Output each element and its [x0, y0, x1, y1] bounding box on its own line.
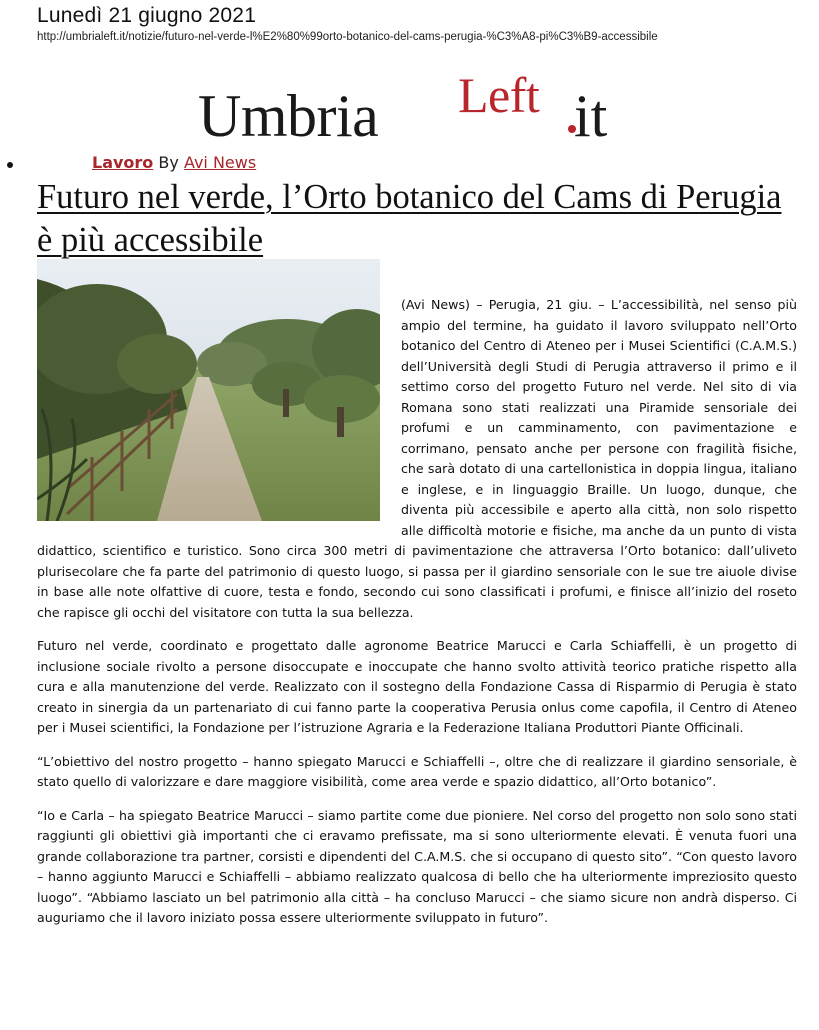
olive-grove-path-photo: [37, 259, 380, 521]
logo-left: Left: [458, 67, 540, 123]
author-link[interactable]: Avi News: [183, 153, 257, 172]
paragraph: “Io e Carla – ha spiegato Beatrice Marucci – siamo partite come due pioniere. Nel corso del progetto non solo sono stati raggiunti gli obiettivi già importanti che ci eravamo prefissate, ma si sono ulteriormente elevati. È venuta fuori una grande collaborazione tra partner, corsisti e dipendenti del C.A.M.S. che si occupano di questo sito”. “Con questo lavoro – hanno aggiunto Marucci e Schiaffelli – abbiamo realizzato qualcosa di bello che ha ulteriormente impreziosito questo luogo”. “Abbiamo lasciato un bel patrimonio alla città – ha concluso Marucci – che siamo sicure non andrà disperso. Ci auguriamo che il lavoro iniziato possa essere ulteriormente sviluppato in futuro”.: [37, 807, 797, 925]
site-logo[interactable]: [198, 67, 638, 152]
photo-graphic: [37, 259, 380, 521]
by-label: By: [158, 153, 179, 172]
logo-umbria: Umbria: [198, 83, 379, 149]
category-link[interactable]: Lavoro: [92, 153, 154, 172]
page-url: http://umbrialeft.it/notizie/futuro-nel-verde-l%E2%80%99orto-botanico-del-cams-perugia-%C3%A8-pi%C3%B9-accessibile: [37, 31, 658, 43]
print-date: Lunedì 21 giugno 2021: [37, 4, 257, 27]
paragraph: (Avi News) – Perugia, 21 giu. – L’accessibilità, nel senso più ampio del termine, ha guidato il lavoro sviluppato nell’Orto botanico del Centro di Ateneo per i Musei Scientifici (C.A.M.S.) dell’Università degli Studi di Perugia attraverso il primo e il settimo corso del progetto Futuro nel verde. Nel sito di via Romana sono stati realizzati una Piramide sensoriale dei profumi e un camminamento, con pavimentazione e corrimano, pensato anche per persone con fragilità fisiche, che sarà dotato di una cartellonistica in doppia lingua, italiano e inglese, e in linguaggio Braille. Un luogo, dunque, che diventa più accessibile e aperto alla città, non solo rispetto alle difficoltà motorie e fisiche, ma anche da un punto di vista didattico, scientifico e turistico. Sono circa 300 metri di pavimentazione che attraversa l’Orto botanico: dall’uliveto plurisecolare che fa parte del patrimonio di questo luogo, si passa per il giardino sensoriale con le sue tre aiuole divise in base alle note olfattive di cuore, testa e fondo, secondo cui sono classificati i profumi, e finisce all’inizio del roseto che rapisce gli occhi del visitatore con tutta la sua bellezza.: [37, 297, 797, 620]
paragraph: “L’obiettivo del nostro progetto – hanno spiegato Marucci e Schiaffelli –, oltre che di realizzare il giardino sensoriale, è stato quello di valorizzare e dare maggiore visibilità, come area verde e spazio didattico, all’Orto botanico”.: [37, 753, 797, 789]
logo-it: it: [574, 83, 608, 149]
list-bullet: [7, 162, 13, 168]
article-title[interactable]: Futuro nel verde, l’Orto botanico del Cams di Perugia è più accessibile: [37, 178, 782, 259]
article-meta: [92, 153, 256, 172]
paragraph: Futuro nel verde, coordinato e progettato dalle agronome Beatrice Marucci e Carla Schiaffelli, è un progetto di inclusione sociale rivolto a persone disoccupate e inoccupate che hanno svolto attività teorico pratiche rispetto alla cura e alla manutenzione del verde. Realizzato con il sostegno della Fondazione Cassa di Risparmio di Perugia è stato creato in sinergia da un partenariato di cui fanno parte la cooperativa Perusia onlus come capofila, il Centro di Ateneo per i Musei scientifici, la Fondazione per l’istruzione Agraria e la Federazione Italiana Produttori Piante Officinali.: [37, 638, 797, 735]
article-body: [37, 259, 797, 942]
